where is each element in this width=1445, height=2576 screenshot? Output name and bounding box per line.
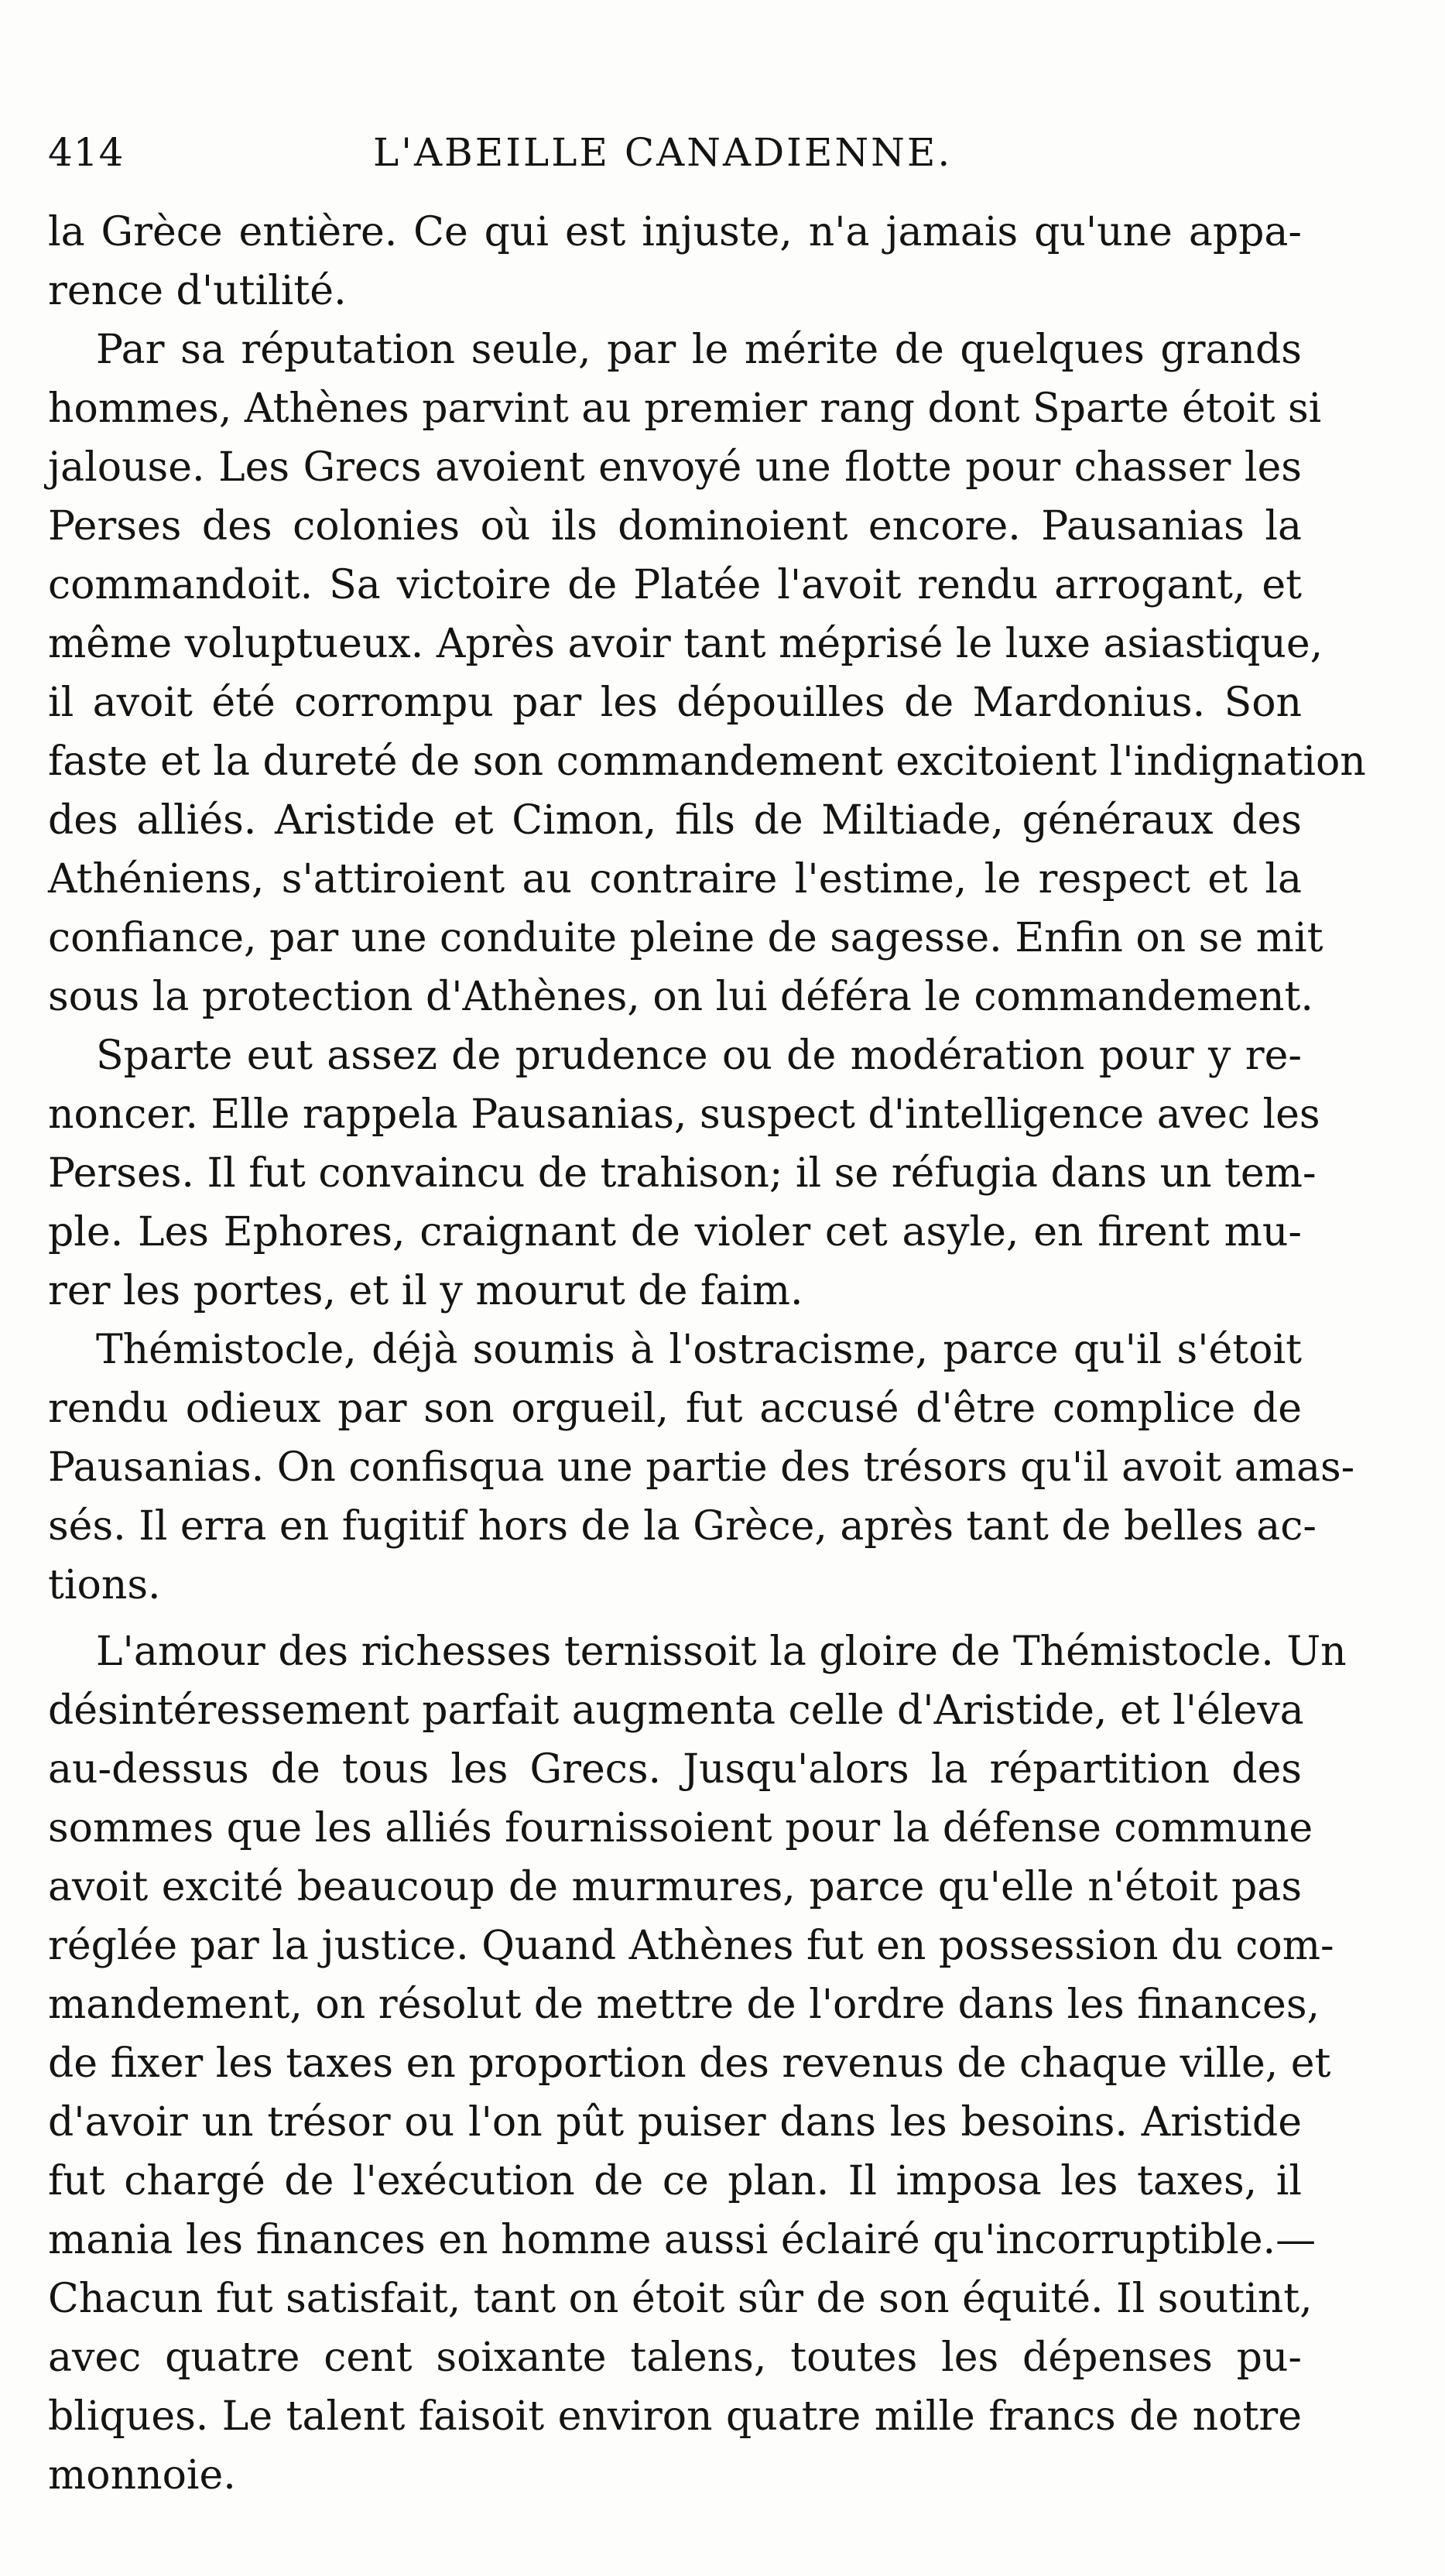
text-line: bliques. Le talent faisoit environ quatre mille francs de notre [48, 2393, 1302, 2440]
paragraph-start-line: L'amour des richesses ternissoit la gloire de Thémistocle. Un [96, 1629, 1347, 1675]
text-line: fut chargé de l'exécution de ce plan. Il imposa les taxes, il [48, 2158, 1302, 2204]
text-line: jalouse. Les Grecs avoient envoyé une flotte pour chasser les [48, 444, 1302, 491]
text-line: réglée par la justice. Quand Athènes fut en possession du com- [48, 1923, 1334, 1969]
text-line: mandement, on résolut de mettre de l'ordre dans les finances, [48, 1982, 1320, 2028]
text-line: Perses. Il fut convaincu de trahison; il se réfugia dans un tem- [48, 1150, 1317, 1197]
text-line: des alliés. Aristide et Cimon, fils de Miltiade, généraux des [48, 797, 1302, 844]
text-line: mania les finances en homme aussi éclairé qu'incorruptible.— [48, 2217, 1317, 2263]
text-line: avec quatre cent soixante talens, toutes les dépenses pu- [48, 2334, 1302, 2381]
paragraph-start-line: Par sa réputation seule, par le mérite de quelques grands [96, 327, 1302, 373]
page-number: 414 [48, 130, 125, 175]
running-head: L'ABEILLE CANADIENNE. [373, 130, 953, 175]
text-line: de fixer les taxes en proportion des revenus de chaque ville, et [48, 2040, 1331, 2087]
text-line: même voluptueux. Après avoir tant méprisé le luxe asiastique, [48, 621, 1323, 667]
text-line: sous la protection d'Athènes, on lui déféra le commandement. [48, 974, 1313, 1020]
text-line: hommes, Athènes parvint au premier rang dont Sparte étoit si [48, 385, 1322, 432]
text-line: Pausanias. On confisqua une partie des trésors qu'il avoit amas- [48, 1444, 1355, 1491]
text-line: avoit excité beaucoup de murmures, parce qu'elle n'étoit pas [48, 1864, 1302, 1910]
text-line: Athéniens, s'attiroient au contraire l'estime, le respect et la [48, 856, 1302, 903]
text-line: tions. [48, 1562, 161, 1608]
text-line: rendu odieux par son orgueil, fut accusé d'être complice de [48, 1386, 1302, 1432]
text-line: commandoit. Sa victoire de Platée l'avoit rendu arrogant, et [48, 562, 1302, 608]
text-line: noncer. Elle rappela Pausanias, suspect d'intelligence avec les [48, 1091, 1320, 1138]
text-line: Perses des colonies où ils dominoient encore. Pausanias la [48, 503, 1302, 550]
text-line: il avoit été corrompu par les dépouilles de Mardonius. Son [48, 680, 1302, 726]
paragraph-gap [48, 1615, 1302, 1622]
text-line: monnoie. [48, 2452, 236, 2499]
text-line: faste et la dureté de son commandement excitoient l'indignation [48, 738, 1366, 785]
text-line: la Grèce entière. Ce qui est injuste, n'a jamais qu'une appa- [48, 209, 1302, 255]
text-line: sés. Il erra en fugitif hors de la Grèce, après tant de belles ac- [48, 1503, 1317, 1550]
text-line: ple. Les Ephores, craignant de violer cet asyle, en firent mu- [48, 1209, 1302, 1255]
text-line: rence d'utilité. [48, 268, 347, 314]
body-text [48, 203, 1366, 2505]
page-header [48, 130, 1302, 184]
paragraph-start-line: Thémistocle, déjà soumis à l'ostracisme, parce qu'il s'étoit [96, 1327, 1302, 1373]
text-line: Chacun fut satisfait, tant on étoit sûr de son équité. Il soutint, [48, 2276, 1313, 2322]
text-line: confiance, par une conduite pleine de sagesse. Enfin on se mit [48, 915, 1323, 961]
text-line: d'avoir un trésor ou l'on pût puiser dans les besoins. Aristide [48, 2099, 1302, 2146]
text-line: désintéressement parfait augmenta celle d'Aristide, et l'éleva [48, 1687, 1304, 1734]
text-line: sommes que les alliés fournissoient pour la défense commune [48, 1805, 1313, 1852]
text-line: au-dessus de tous les Grecs. Jusqu'alors la répartition des [48, 1746, 1302, 1793]
paragraph-start-line: Sparte eut assez de prudence ou de modération pour y re- [96, 1033, 1302, 1079]
text-line: rer les portes, et il y mourut de faim. [48, 1268, 803, 1314]
